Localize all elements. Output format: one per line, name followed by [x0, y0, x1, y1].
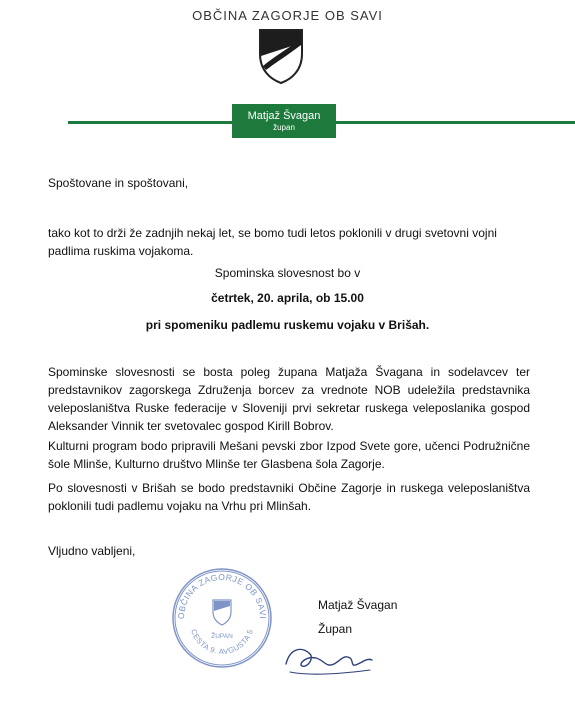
- stamp-text-bottom: CESTA 9. AVGUSTA 5: [189, 627, 255, 657]
- stamp-text-center: ŽUPAN: [211, 633, 233, 640]
- signatory-title: Župan: [318, 622, 353, 636]
- mayor-name-header: Matjaž Švagan: [247, 110, 321, 122]
- stamp-text-top: OBČINA ZAGORJE OB SAVI: [175, 571, 269, 620]
- mayor-header-box: [232, 104, 336, 138]
- event-date: četrtek, 20. aprila, ob 15.00: [211, 291, 364, 305]
- mayor-title-header: župan: [273, 123, 295, 132]
- announcement-line: Spominska slovesnost bo v: [214, 266, 361, 280]
- paragraph-tribute: Po slovesnosti v Brišah se bodo predstavniki Občine Zagorje in ruskega veleposlaništva poklonili tudi padlemu vojaku na Vrhu pri Mlinšah.: [48, 481, 530, 513]
- municipal-crest-icon: [258, 28, 304, 84]
- intro-paragraph: tako kot to drži že zadnjih nekaj let, se bomo tudi letos poklonili v drugi svetovni vojni padlima ruskima vojakoma.: [48, 226, 497, 258]
- municipality-name: OBČINA ZAGORJE OB SAVI: [192, 8, 383, 23]
- greeting: Spoštovane in spoštovani,: [48, 176, 189, 190]
- closing-line: Vljudno vabljeni,: [48, 544, 136, 558]
- handwritten-signature-icon: [280, 636, 376, 684]
- official-stamp-icon: [170, 566, 274, 670]
- paragraph-attendees: Spominske slovesnosti se bosta poleg župana Matjaža Švagana in sodelavcev ter predstavnikov zagorskega Združenja borcev za vrednote NOB udeležila predstavnika veleposlaništva Ruske federacije v Sloveniji prvi sekretar ruskega veleposlanika gospod Aleksander Vinnik ter svetovalec gospod Kirill Bobrov.: [48, 365, 530, 433]
- signatory-name: Matjaž Švagan: [318, 598, 398, 612]
- paragraph-cultural-program: Kulturni program bodo pripravili Mešani pevski zbor Izpod Svete gore, učenci Podružnične šole Mlinše, Kulturno društvo Mlinše ter Glasbena šola Zagorje.: [48, 439, 530, 471]
- svg-text:OBČINA ZAGORJE OB SAVI: [176, 572, 268, 619]
- event-place: pri spomeniku padlemu ruskemu vojaku v Brišah.: [145, 318, 430, 332]
